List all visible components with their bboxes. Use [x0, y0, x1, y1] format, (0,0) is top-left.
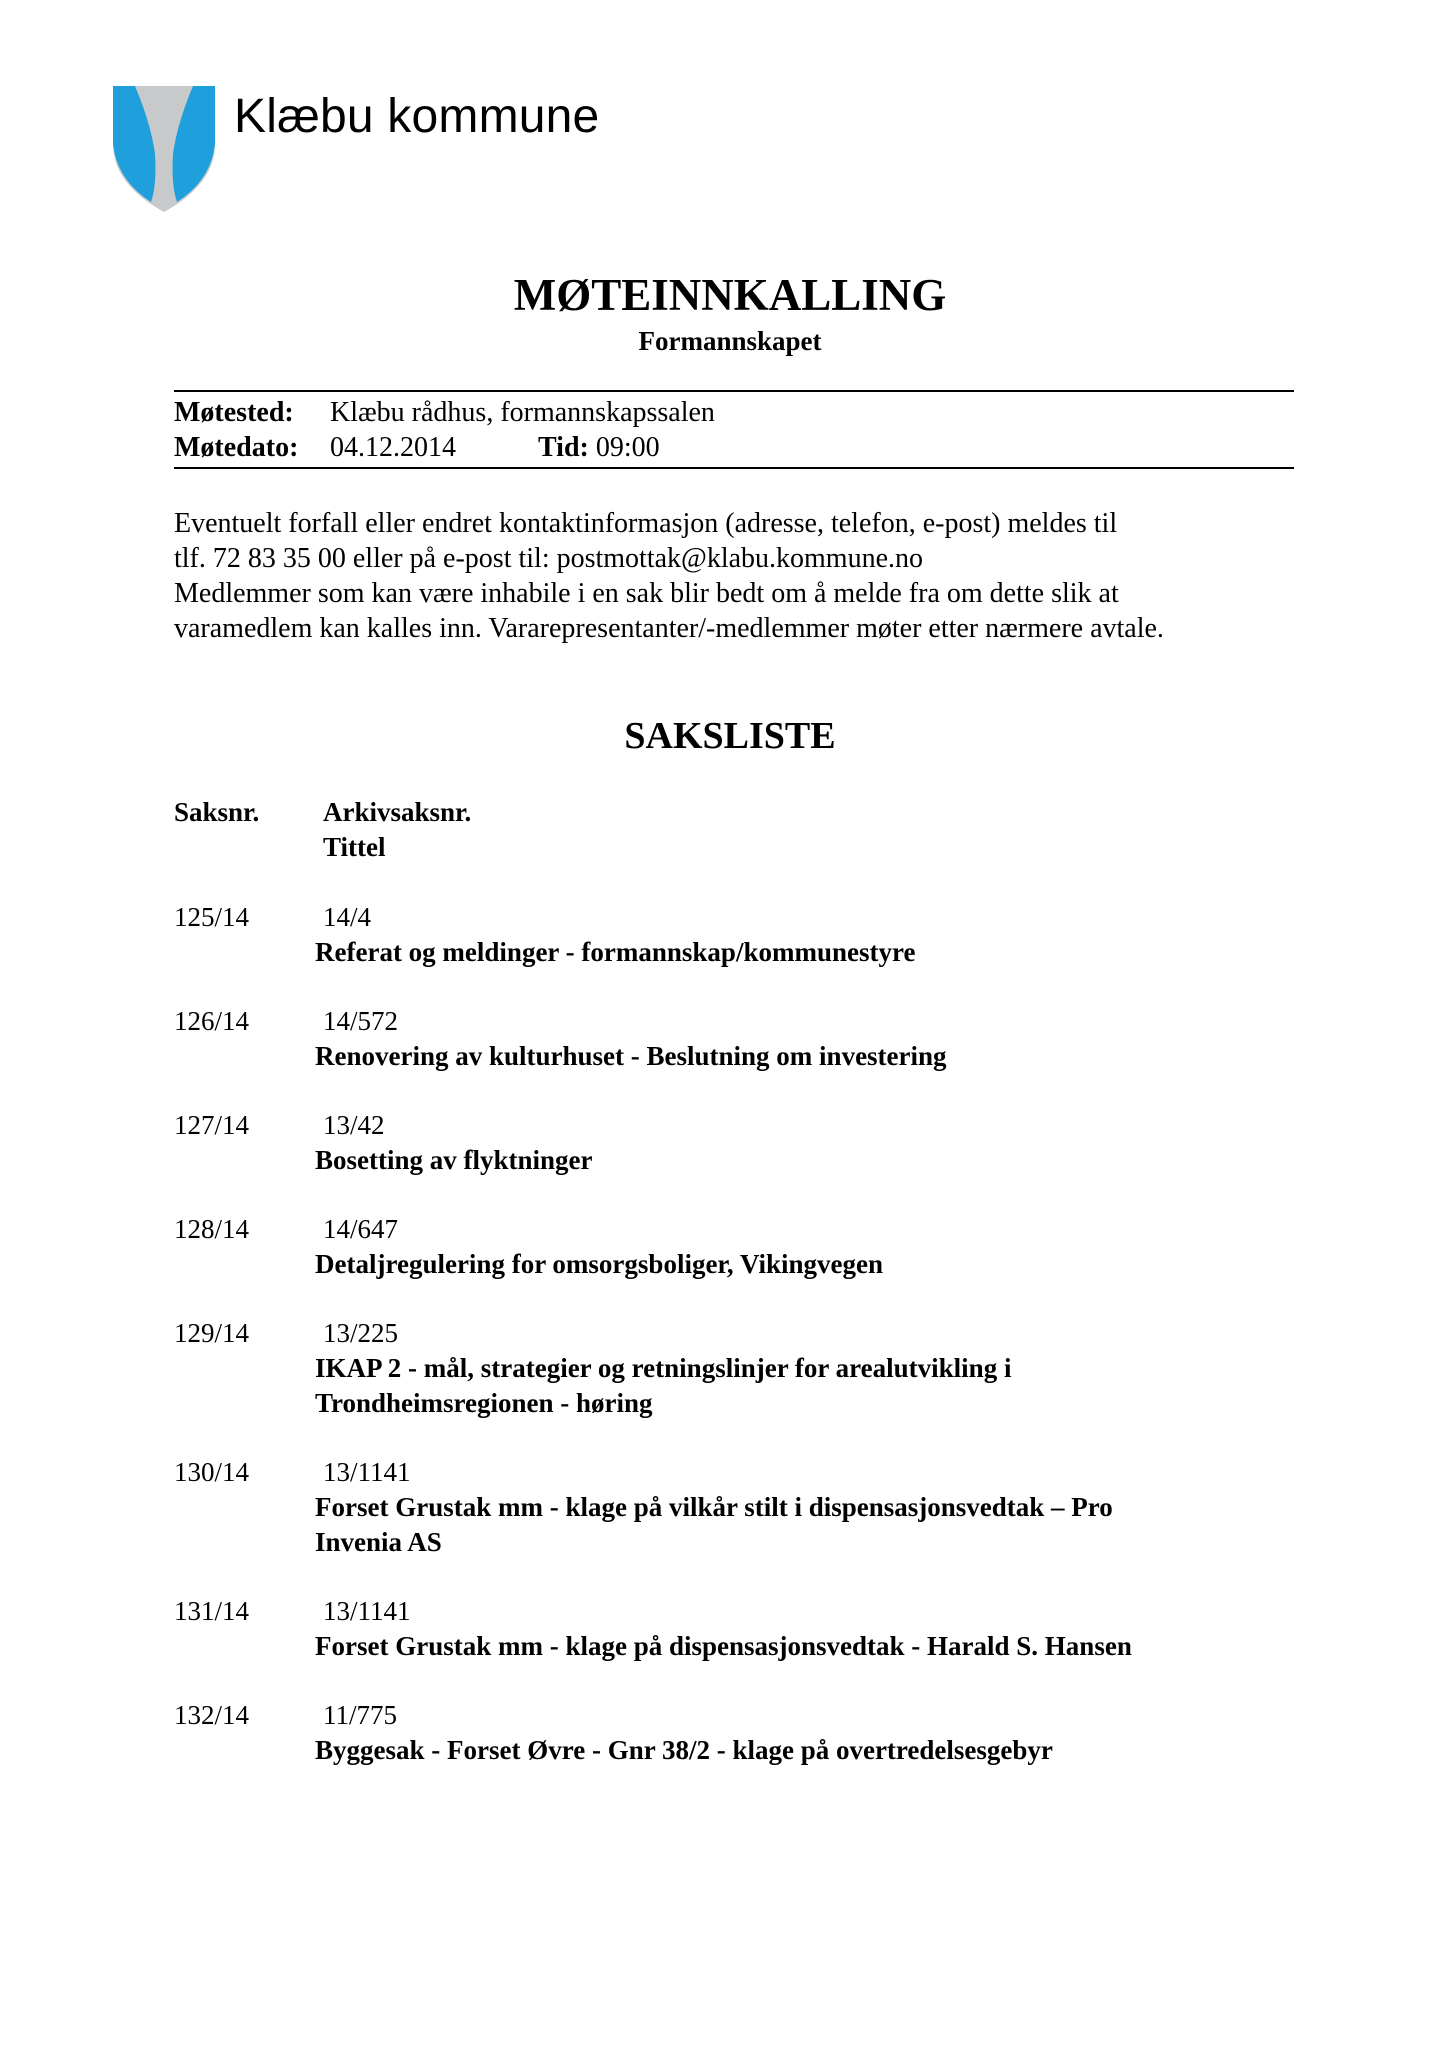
case-item: [174, 1594, 1304, 1674]
case-item: [174, 1004, 1304, 1084]
case-number: 126/14: [174, 1006, 250, 1036]
divider-top: [174, 390, 1294, 392]
column-header-archive-no: Arkivsaksnr.: [323, 797, 472, 827]
case-title: Referat og meldinger - formannskap/kommunestyre: [315, 937, 916, 967]
case-number: 127/14: [174, 1110, 250, 1140]
case-archive-number: 14/647: [323, 1214, 399, 1244]
case-title: Forset Grustak mm - klage på dispensasjonsvedtak - Harald S. Hansen: [315, 1631, 1132, 1661]
case-item: [174, 1316, 1304, 1431]
coat-of-arms-icon: [111, 84, 217, 214]
document-title: MØTEINNKALLING: [513, 270, 947, 320]
column-header-title: Tittel: [323, 832, 386, 862]
case-archive-number: 13/225: [323, 1318, 399, 1348]
case-title: Forset Grustak mm - klage på vilkår stilt i dispensasjonsvedtak – Pro Invenia AS: [315, 1492, 1113, 1557]
divider-bottom: [174, 467, 1294, 469]
case-archive-number: 14/572: [323, 1006, 399, 1036]
case-item: [174, 900, 1304, 980]
notice-line: tlf. 72 83 35 00 eller på e-post til: postmottak@klabu.kommune.no: [174, 543, 924, 574]
column-header-case-no: Saksnr.: [174, 797, 260, 827]
case-number: 129/14: [174, 1318, 250, 1348]
case-item: [174, 1108, 1304, 1188]
case-title: Renovering av kulturhuset - Beslutning om investering: [315, 1041, 947, 1071]
case-archive-number: 13/1141: [323, 1457, 411, 1487]
case-archive-number: 14/4: [323, 902, 372, 932]
notice-line: Eventuelt forfall eller endret kontaktinformasjon (adresse, telefon, e-post) meldes til: [174, 508, 1118, 539]
case-title: Byggesak - Forset Øvre - Gnr 38/2 - klage på overtredelsesgebyr: [315, 1735, 1053, 1765]
case-number: 132/14: [174, 1700, 250, 1730]
notice-line: varamedlem kan kalles inn. Vararepresentanter/-medlemmer møter etter nærmere avtale.: [174, 613, 1164, 644]
case-list-title: SAKSLISTE: [624, 715, 836, 757]
meeting-date-label: Møtedato:: [174, 432, 299, 463]
case-number: 128/14: [174, 1214, 250, 1244]
notice-text: [174, 506, 1304, 646]
meeting-date-row: [174, 431, 874, 465]
case-item: [174, 1698, 1304, 1778]
case-archive-number: 11/775: [323, 1700, 397, 1730]
meeting-place-label: Møtested:: [174, 397, 294, 428]
case-title: Bosetting av flyktninger: [315, 1145, 593, 1175]
case-item: [174, 1455, 1304, 1570]
meeting-place-value: Klæbu rådhus, formannskapssalen: [330, 397, 715, 428]
case-number: 125/14: [174, 902, 250, 932]
case-number: 130/14: [174, 1457, 250, 1487]
case-archive-number: 13/1141: [323, 1596, 411, 1626]
meeting-time-value: 09:00: [595, 432, 660, 463]
document-subtitle: Formannskapet: [638, 326, 822, 356]
case-item: [174, 1212, 1304, 1292]
meeting-place-row: [174, 396, 715, 430]
case-archive-number: 13/42: [323, 1110, 385, 1140]
meeting-time: [538, 431, 660, 465]
organization-name: Klæbu kommune: [234, 90, 600, 143]
case-title: Detaljregulering for omsorgsboliger, Vikingvegen: [315, 1249, 883, 1279]
case-title: IKAP 2 - mål, strategier og retningslinjer for arealutvikling i Trondheimsregionen - høring: [315, 1353, 1012, 1418]
meeting-time-label: Tid:: [538, 432, 589, 463]
meeting-date-value: 04.12.2014: [330, 432, 456, 463]
notice-line: Medlemmer som kan være inhabile i en sak blir bedt om å melde fra om dette slik at: [174, 578, 1119, 609]
case-number: 131/14: [174, 1596, 250, 1626]
